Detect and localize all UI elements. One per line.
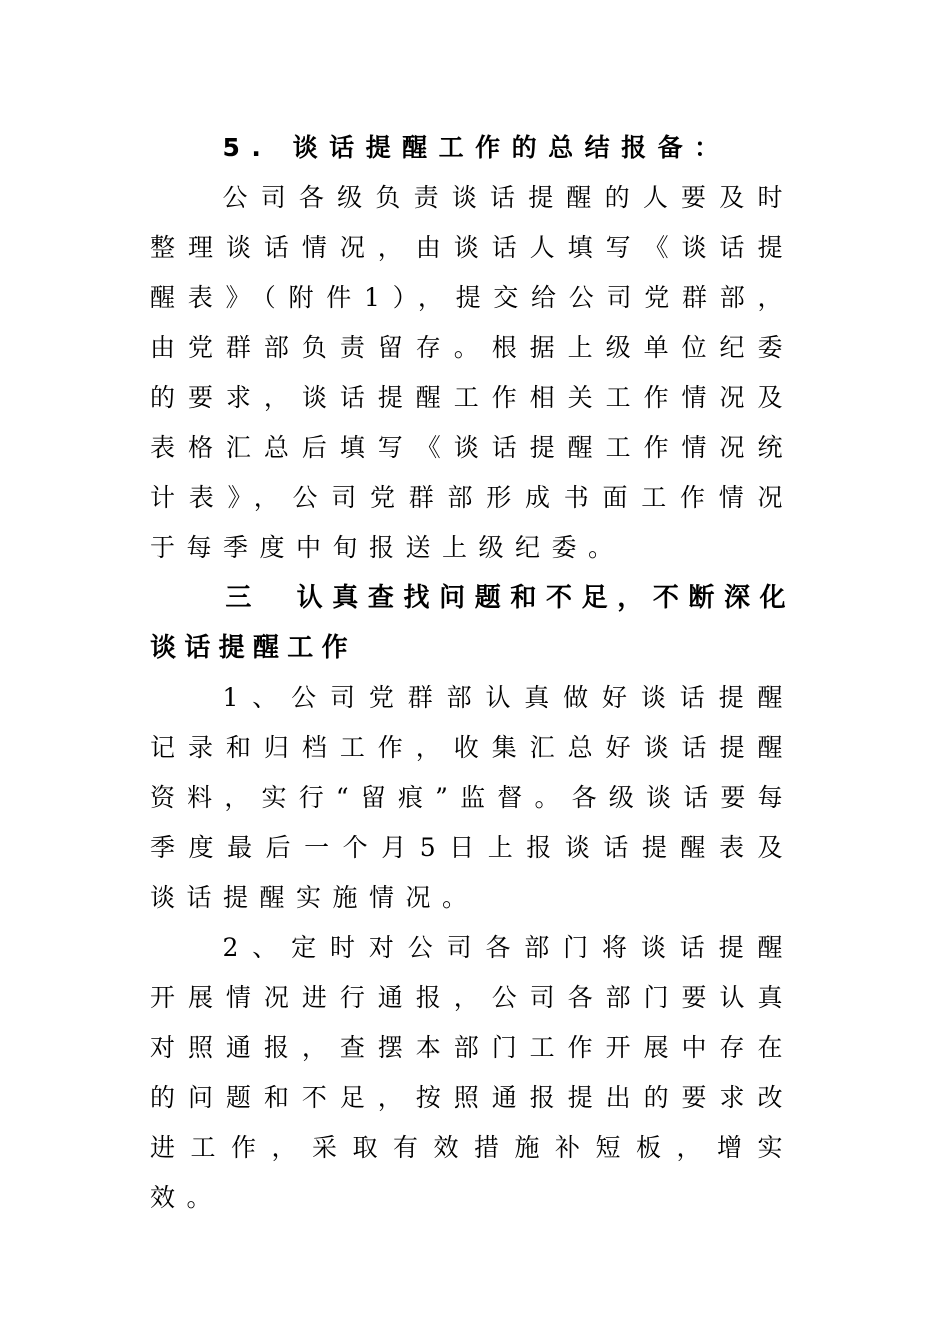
document-page (150, 123, 794, 1223)
subheading-summary-report: 5. 谈话提醒工作的总结报备： (222, 133, 731, 162)
list-item-2: 2、定时对公司各部门将谈话提醒开展情况进行通报，公司各部门要认真对照通报，查摆本部门工作开展中存在的问题和不足，按照通报提出的要求改进工作，采取有效措施补短板，增实效。 (150, 933, 794, 1212)
section-heading-three: 三 认真查找问题和不足，不断深化谈话提醒工作 (150, 583, 794, 663)
list-item-1: 1、公司党群部认真做好谈话提醒记录和归档工作，收集汇总好谈话提醒资料，实行“留痕”监督。各级谈话要每季度最后一个月5日上报谈话提醒表及谈话提醒实施情况。 (150, 683, 794, 912)
paragraph-summary-report: 公司各级负责谈话提醒的人要及时整理谈话情况，由谈话人填写《谈话提醒表》（附件1），提交给公司党群部，由党群部负责留存。根据上级单位纪委的要求，谈话提醒工作相关工作情况及表格汇总后填写《谈话提醒工作情况统计表》，公司党群部形成书面工作情况于每季度中旬报送上级纪委。 (150, 183, 794, 562)
